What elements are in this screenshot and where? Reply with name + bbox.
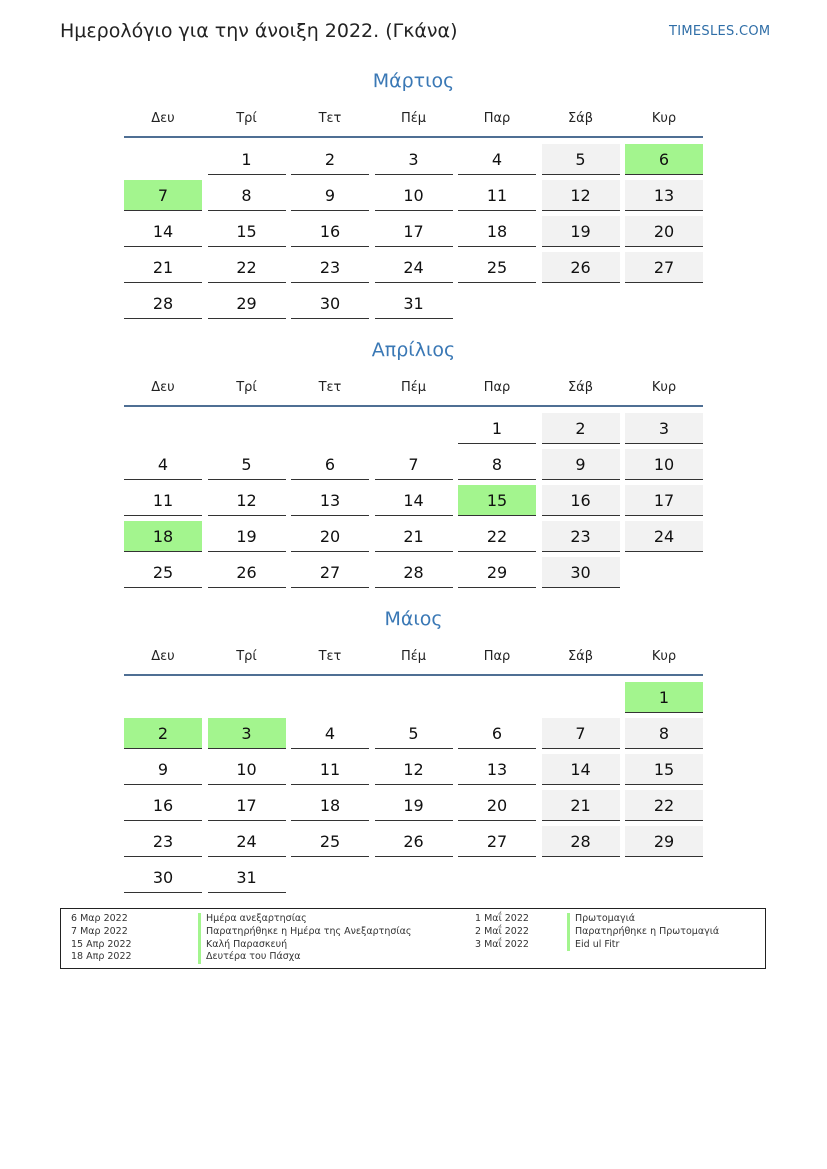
day-cell: 23 xyxy=(542,521,620,552)
legend-holiday-name: Παρατηρήθηκε η Ημέρα της Ανεξαρτησίας xyxy=(198,926,411,939)
weekday-label: Τετ xyxy=(318,111,342,126)
holiday-legend xyxy=(60,908,766,969)
weekday-label: Κυρ xyxy=(651,111,677,126)
day-cell: 31 xyxy=(208,862,286,893)
day-cell: 10 xyxy=(375,180,453,211)
day-cell: 21 xyxy=(375,521,453,552)
day-cell: 28 xyxy=(124,288,202,319)
day-cell: 8 xyxy=(208,180,286,211)
day-cell: 17 xyxy=(375,216,453,247)
day-cell: 13 xyxy=(458,754,536,785)
weekday-label: Σάβ xyxy=(567,649,594,664)
day-cell: 29 xyxy=(625,826,703,857)
weekday-label: Δευ xyxy=(151,111,175,126)
day-cell: 8 xyxy=(625,718,703,749)
weekday-label: Κυρ xyxy=(651,649,677,664)
day-cell: 2 xyxy=(542,413,620,444)
day-cell: 9 xyxy=(542,449,620,480)
day-cell: 5 xyxy=(375,718,453,749)
day-cell: 20 xyxy=(625,216,703,247)
day-cell: 16 xyxy=(542,485,620,516)
day-cell: 2 xyxy=(291,144,369,175)
weekday-label: Σάβ xyxy=(567,111,594,126)
weekday-header xyxy=(124,380,703,400)
day-cell: 31 xyxy=(375,288,453,319)
day-cell: 16 xyxy=(124,790,202,821)
day-cell: 7 xyxy=(124,180,202,211)
header-divider xyxy=(124,136,703,138)
weekday-label: Τρί xyxy=(236,111,257,126)
day-cell: 6 xyxy=(625,144,703,175)
day-cell: 22 xyxy=(625,790,703,821)
weekday-label: Τρί xyxy=(236,380,257,395)
day-cell: 25 xyxy=(291,826,369,857)
day-cell: 4 xyxy=(458,144,536,175)
weekday-label: Τετ xyxy=(318,649,342,664)
legend-holiday-name: Παρατηρήθηκε η Πρωτομαγιά xyxy=(567,926,719,939)
day-cell: 3 xyxy=(625,413,703,444)
day-cell: 2 xyxy=(124,718,202,749)
weekday-label: Παρ xyxy=(483,380,511,395)
day-cell: 4 xyxy=(124,449,202,480)
day-cell: 1 xyxy=(208,144,286,175)
day-cell: 30 xyxy=(542,557,620,588)
day-cell: 24 xyxy=(375,252,453,283)
day-cell: 30 xyxy=(291,288,369,319)
legend-holiday-name: Πρωτομαγιά xyxy=(567,913,719,926)
day-cell: 26 xyxy=(375,826,453,857)
day-cell: 5 xyxy=(542,144,620,175)
day-cell: 10 xyxy=(208,754,286,785)
day-cell: 24 xyxy=(208,826,286,857)
day-cell: 22 xyxy=(458,521,536,552)
day-cell: 25 xyxy=(458,252,536,283)
legend-holiday-name: Eid ul Fitr xyxy=(567,939,719,952)
weekday-label: Παρ xyxy=(483,649,511,664)
legend-date: 18 Απρ 2022 xyxy=(71,951,132,963)
weekday-label: Δευ xyxy=(151,380,175,395)
weekday-label: Κυρ xyxy=(651,380,677,395)
day-cell: 16 xyxy=(291,216,369,247)
day-cell: 12 xyxy=(542,180,620,211)
day-cell: 17 xyxy=(208,790,286,821)
header-divider xyxy=(124,405,703,407)
day-cell: 10 xyxy=(625,449,703,480)
legend-left-dates xyxy=(71,913,132,964)
brand-link[interactable]: TIMESLES.COM xyxy=(669,24,771,39)
day-cell: 7 xyxy=(375,449,453,480)
day-cell: 19 xyxy=(375,790,453,821)
day-cell: 20 xyxy=(458,790,536,821)
legend-right-names xyxy=(567,913,719,951)
day-cell: 18 xyxy=(291,790,369,821)
day-cell: 29 xyxy=(208,288,286,319)
day-cell: 14 xyxy=(124,216,202,247)
day-cell: 28 xyxy=(375,557,453,588)
day-cell: 11 xyxy=(291,754,369,785)
month-title: Μάιος xyxy=(384,608,443,630)
weekday-label: Τετ xyxy=(318,380,342,395)
day-cell: 21 xyxy=(542,790,620,821)
page-title: Ημερολόγιο για την άνοιξη 2022. (Γκάνα) xyxy=(60,20,458,42)
day-cell: 7 xyxy=(542,718,620,749)
day-cell: 15 xyxy=(625,754,703,785)
day-cell: 20 xyxy=(291,521,369,552)
day-cell: 26 xyxy=(542,252,620,283)
legend-holiday-name: Δευτέρα του Πάσχα xyxy=(198,951,411,964)
legend-date: 1 Μαΐ 2022 xyxy=(475,913,529,924)
legend-left-names xyxy=(198,913,411,964)
legend-holiday-name: Καλή Παρασκευή xyxy=(198,939,411,952)
weekday-label: Πέμ xyxy=(400,111,427,126)
day-cell: 11 xyxy=(124,485,202,516)
day-cell: 11 xyxy=(458,180,536,211)
weekday-label: Δευ xyxy=(151,649,175,664)
day-cell: 23 xyxy=(291,252,369,283)
day-cell: 19 xyxy=(208,521,286,552)
day-cell: 17 xyxy=(625,485,703,516)
day-cell: 8 xyxy=(458,449,536,480)
weekday-header xyxy=(124,649,703,669)
day-cell: 26 xyxy=(208,557,286,588)
legend-date: 15 Απρ 2022 xyxy=(71,938,132,950)
day-cell: 9 xyxy=(291,180,369,211)
legend-date: 7 Μαρ 2022 xyxy=(71,925,128,937)
month-title: Μάρτιος xyxy=(372,70,455,92)
day-cell: 9 xyxy=(124,754,202,785)
day-cell: 3 xyxy=(208,718,286,749)
day-cell: 21 xyxy=(124,252,202,283)
day-cell: 23 xyxy=(124,826,202,857)
day-cell: 14 xyxy=(375,485,453,516)
legend-date: 6 Μαρ 2022 xyxy=(71,913,128,924)
weekday-label: Σάβ xyxy=(567,380,594,395)
weekday-label: Πέμ xyxy=(400,380,427,395)
weekday-label: Τρί xyxy=(236,649,257,664)
day-cell: 1 xyxy=(458,413,536,444)
day-cell: 3 xyxy=(375,144,453,175)
legend-date: 3 Μαΐ 2022 xyxy=(475,938,529,950)
legend-holiday-name: Ημέρα ανεξαρτησίας xyxy=(198,913,411,926)
weekday-header xyxy=(124,111,703,131)
day-cell: 27 xyxy=(458,826,536,857)
day-cell: 22 xyxy=(208,252,286,283)
day-cell: 4 xyxy=(291,718,369,749)
day-cell: 12 xyxy=(208,485,286,516)
header-divider xyxy=(124,674,703,676)
weekday-label: Παρ xyxy=(483,111,511,126)
day-cell: 18 xyxy=(458,216,536,247)
day-cell: 27 xyxy=(291,557,369,588)
day-cell: 18 xyxy=(124,521,202,552)
day-cell: 25 xyxy=(124,557,202,588)
day-cell: 5 xyxy=(208,449,286,480)
day-cell: 12 xyxy=(375,754,453,785)
day-cell: 13 xyxy=(291,485,369,516)
day-cell: 28 xyxy=(542,826,620,857)
day-cell: 6 xyxy=(458,718,536,749)
day-cell: 15 xyxy=(458,485,536,516)
day-cell: 19 xyxy=(542,216,620,247)
day-cell: 13 xyxy=(625,180,703,211)
day-cell: 24 xyxy=(625,521,703,552)
day-cell: 15 xyxy=(208,216,286,247)
day-cell: 30 xyxy=(124,862,202,893)
day-cell: 14 xyxy=(542,754,620,785)
day-cell: 29 xyxy=(458,557,536,588)
day-cell: 27 xyxy=(625,252,703,283)
legend-date: 2 Μαΐ 2022 xyxy=(475,925,529,937)
month-title: Απρίλιος xyxy=(371,339,456,361)
weekday-label: Πέμ xyxy=(400,649,427,664)
legend-right-dates xyxy=(475,913,529,951)
day-cell: 1 xyxy=(625,682,703,713)
day-cell: 6 xyxy=(291,449,369,480)
